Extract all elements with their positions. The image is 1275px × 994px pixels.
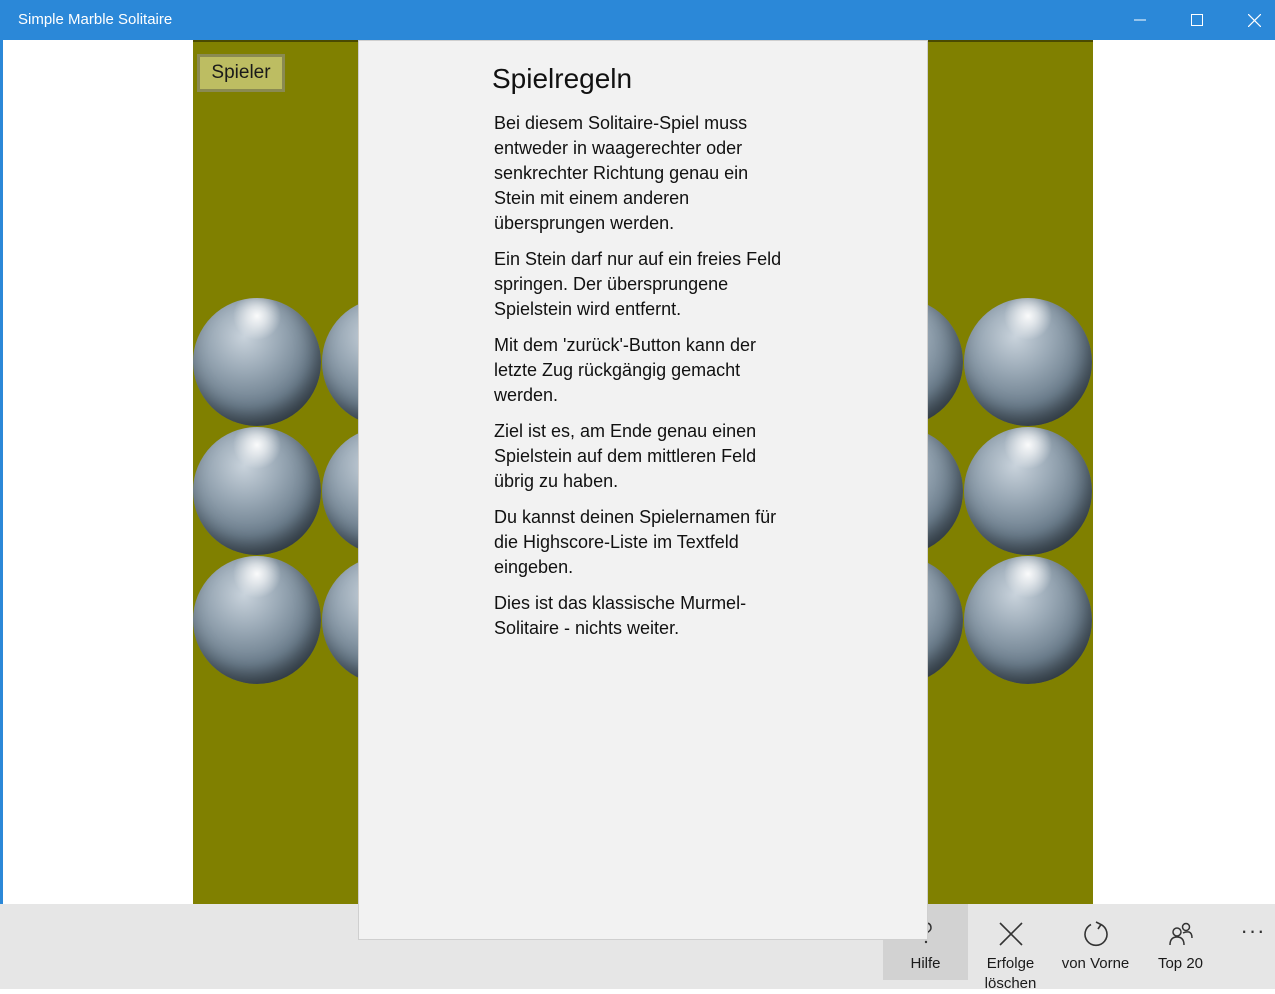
- clear-achievements-label: Erfolge löschen: [984, 955, 1037, 992]
- window-title: Simple Marble Solitaire: [18, 11, 173, 28]
- clear-achievements-button[interactable]: [968, 904, 1053, 992]
- restart-icon: [1082, 920, 1110, 948]
- top20-label: Top 20: [1157, 955, 1204, 972]
- rule-paragraph: Mit dem 'zurück'-Button kann der letzte Zug rückgängig gemacht werden.: [494, 335, 756, 405]
- marble[interactable]: [964, 556, 1092, 684]
- rule-paragraph: Ein Stein darf nur auf ein freies Feld springen. Der übersprungene Spielstein wird entfernt.: [494, 249, 782, 319]
- marble[interactable]: [193, 556, 321, 684]
- more-button[interactable]: ···: [1240, 918, 1266, 943]
- minimize-button[interactable]: [1112, 0, 1168, 40]
- dialog-title: Spielregeln: [492, 63, 633, 94]
- close-button[interactable]: [1226, 0, 1275, 40]
- rule-paragraph: Du kannst deinen Spielernamen für die Highscore-Liste im Textfeld eingeben.: [494, 507, 777, 577]
- rule-paragraph: Ziel ist es, am Ende genau einen Spielstein auf dem mittleren Feld übrig zu haben.: [494, 421, 757, 491]
- rules-dialog: [358, 40, 928, 940]
- clear-icon: [998, 921, 1024, 947]
- window-left-edge: [0, 40, 3, 989]
- restart-label: von Vorne: [1061, 955, 1130, 972]
- marble[interactable]: [193, 427, 321, 555]
- top20-button[interactable]: [1138, 904, 1223, 980]
- player-button[interactable]: Spieler: [197, 54, 285, 92]
- marble[interactable]: [964, 427, 1092, 555]
- maximize-button[interactable]: [1169, 0, 1225, 40]
- minimize-icon: [1134, 14, 1146, 26]
- marble[interactable]: [193, 298, 321, 426]
- restart-button[interactable]: [1053, 904, 1138, 980]
- maximize-icon: [1191, 14, 1203, 26]
- rules-text: [494, 111, 794, 652]
- help-label: Hilfe: [910, 955, 941, 972]
- people-icon: [1168, 921, 1194, 947]
- rule-paragraph: Bei diesem Solitaire-Spiel muss entweder in waagerechter oder senkrechter Richtung genau ein Stein mit einem anderen übersprungen werden.: [494, 113, 749, 233]
- close-icon: [1248, 14, 1261, 27]
- rule-paragraph: Dies ist das klassische Murmel-Solitaire - nichts weiter.: [494, 593, 747, 638]
- title-bar: [0, 0, 1275, 40]
- marble[interactable]: [964, 298, 1092, 426]
